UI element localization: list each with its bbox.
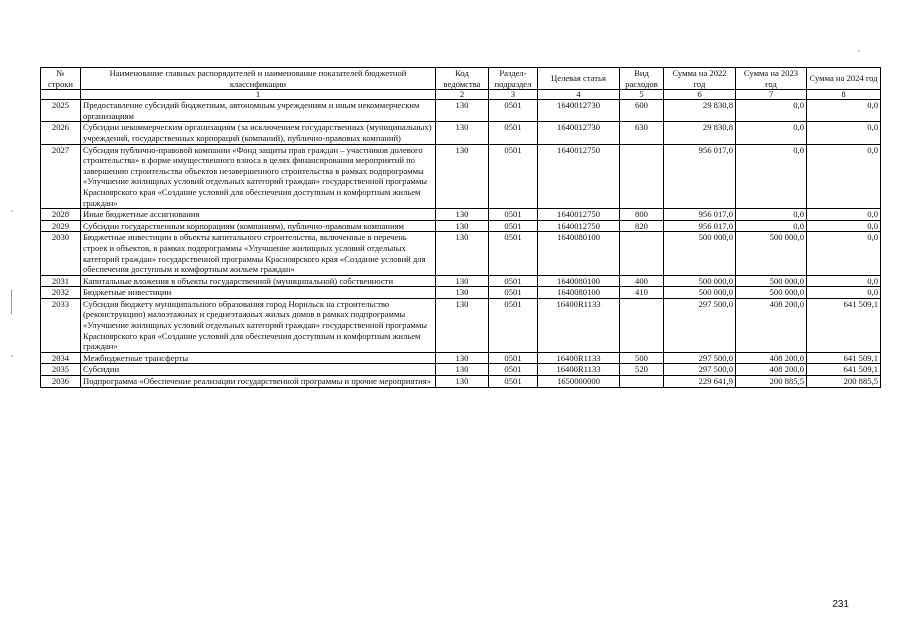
table-row xyxy=(41,275,881,287)
table-row xyxy=(41,209,881,221)
row-target-article: 1640080100 xyxy=(538,232,620,275)
table-row xyxy=(41,287,881,299)
row-target-article: 1640080100 xyxy=(538,287,620,299)
row-department-code: 130 xyxy=(436,352,489,364)
row-number: 2033 xyxy=(41,298,81,352)
row-target-article: 16400R1133 xyxy=(538,298,620,352)
row-sum-2022: 956 017,0 xyxy=(664,144,736,209)
header-section: Раздел-подраздел xyxy=(489,68,538,90)
row-name: Субсидия бюджету муниципального образования город Норильск на строительство (реконструкцию) малоэтажных и среднеэтажных жилых домов в рамках подпрограммы «Улучшение жилищных условий отдельных категорий граждан» государственной программы Красноярского края «Создание условий для обеспечения доступным и комфортным жильем граждан» xyxy=(81,298,436,352)
row-number: 2036 xyxy=(41,376,81,388)
row-department-code: 130 xyxy=(436,122,489,144)
row-expense-type: 600 xyxy=(620,100,664,122)
row-section: 0501 xyxy=(489,122,538,144)
row-department-code: 130 xyxy=(436,209,489,221)
column-number: 3 xyxy=(489,90,538,100)
row-sum-2023: 0,0 xyxy=(736,144,807,209)
row-sum-2023: 0,0 xyxy=(736,122,807,144)
row-section: 0501 xyxy=(489,298,538,352)
row-section: 0501 xyxy=(489,352,538,364)
scan-speck xyxy=(858,50,860,52)
row-expense-type xyxy=(620,144,664,209)
header-row-number: № строки xyxy=(41,68,81,90)
row-department-code: 130 xyxy=(436,220,489,232)
row-department-code: 130 xyxy=(436,376,489,388)
header-sum-2023: Сумма на 2023 год xyxy=(736,68,807,90)
row-name: Межбюджетные трансферты xyxy=(81,352,436,364)
row-sum-2023: 408 200,0 xyxy=(736,364,807,376)
row-number: 2030 xyxy=(41,232,81,275)
table-row xyxy=(41,220,881,232)
row-expense-type xyxy=(620,376,664,388)
row-number: 2028 xyxy=(41,209,81,221)
table-row xyxy=(41,352,881,364)
row-sum-2024: 200 885,5 xyxy=(807,376,881,388)
row-section: 0501 xyxy=(489,232,538,275)
row-department-code: 130 xyxy=(436,287,489,299)
row-expense-type: 520 xyxy=(620,364,664,376)
row-sum-2024: 0,0 xyxy=(807,287,881,299)
header-sum-2024: Сумма на 2024 год xyxy=(807,68,881,90)
table-row xyxy=(41,122,881,144)
row-name: Бюджетные инвестиции в объекты капитального строительства, включенные в перечень строек и объектов, в рамках подпрограммы «Улучшение жилищных условий отдельных категорий граждан» государственной программы Красноярского края «Создание условий для обеспечения доступным и комфортным жильем граждан» xyxy=(81,232,436,275)
row-section: 0501 xyxy=(489,364,538,376)
row-target-article: 1640080100 xyxy=(538,275,620,287)
row-target-article: 1650000000 xyxy=(538,376,620,388)
row-expense-type: 410 xyxy=(620,287,664,299)
row-sum-2024: 0,0 xyxy=(807,144,881,209)
table-row xyxy=(41,364,881,376)
row-expense-type: 630 xyxy=(620,122,664,144)
row-sum-2023: 500 000,0 xyxy=(736,287,807,299)
row-target-article: 1640012750 xyxy=(538,209,620,221)
row-sum-2022: 297 500,0 xyxy=(664,364,736,376)
row-section: 0501 xyxy=(489,376,538,388)
table-row xyxy=(41,376,881,388)
row-department-code: 130 xyxy=(436,298,489,352)
row-department-code: 130 xyxy=(436,144,489,209)
row-target-article: 1640012750 xyxy=(538,220,620,232)
row-sum-2024: 0,0 xyxy=(807,122,881,144)
row-name: Подпрограмма «Обеспечение реализации государственной программы и прочие мероприятия» xyxy=(81,376,436,388)
row-number: 2031 xyxy=(41,275,81,287)
row-sum-2024: 641 509,1 xyxy=(807,352,881,364)
row-section: 0501 xyxy=(489,144,538,209)
row-expense-type xyxy=(620,298,664,352)
row-department-code: 130 xyxy=(436,100,489,122)
column-number: 6 xyxy=(664,90,736,100)
table-header-row xyxy=(41,68,881,90)
row-sum-2024: 0,0 xyxy=(807,232,881,275)
row-sum-2024: 0,0 xyxy=(807,209,881,221)
row-name: Бюджетные инвестиции xyxy=(81,287,436,299)
row-sum-2022: 956 017,0 xyxy=(664,209,736,221)
row-sum-2023: 408 200,0 xyxy=(736,298,807,352)
row-expense-type xyxy=(620,232,664,275)
scan-margin-mark xyxy=(11,290,12,314)
row-sum-2023: 0,0 xyxy=(736,209,807,221)
page-number: 231 xyxy=(832,599,849,610)
table-row xyxy=(41,298,881,352)
row-number: 2025 xyxy=(41,100,81,122)
row-sum-2023: 500 000,0 xyxy=(736,232,807,275)
row-number: 2035 xyxy=(41,364,81,376)
row-expense-type: 820 xyxy=(620,220,664,232)
row-sum-2022: 29 830,8 xyxy=(664,122,736,144)
row-name: Предоставление субсидий бюджетным, автономным учреждениям и иным некоммерческим организациям xyxy=(81,100,436,122)
row-section: 0501 xyxy=(489,220,538,232)
row-section: 0501 xyxy=(489,287,538,299)
row-expense-type: 400 xyxy=(620,275,664,287)
row-sum-2022: 956 017,0 xyxy=(664,220,736,232)
header-target-article: Целевая статья xyxy=(538,68,620,90)
row-name: Иные бюджетные ассигнования xyxy=(81,209,436,221)
row-number: 2029 xyxy=(41,220,81,232)
row-department-code: 130 xyxy=(436,232,489,275)
header-name: Наименование главных распорядителей и наименование показателей бюджетной классификации xyxy=(81,68,436,90)
row-sum-2023: 200 885,5 xyxy=(736,376,807,388)
column-number: 1 xyxy=(81,90,436,100)
header-department-code: Код ведомства xyxy=(436,68,489,90)
row-target-article: 1640012730 xyxy=(538,122,620,144)
row-target-article: 1640012730 xyxy=(538,100,620,122)
row-sum-2022: 500 000,0 xyxy=(664,232,736,275)
row-sum-2024: 641 509,1 xyxy=(807,364,881,376)
row-sum-2023: 500 000,0 xyxy=(736,275,807,287)
row-target-article: 16400R1133 xyxy=(538,364,620,376)
scan-speck xyxy=(11,210,13,212)
row-section: 0501 xyxy=(489,209,538,221)
column-number: 8 xyxy=(807,90,881,100)
row-sum-2022: 229 641,9 xyxy=(664,376,736,388)
row-number: 2034 xyxy=(41,352,81,364)
row-target-article: 16400R1133 xyxy=(538,352,620,364)
column-number: 4 xyxy=(538,90,620,100)
row-sum-2023: 0,0 xyxy=(736,100,807,122)
budget-table xyxy=(40,67,881,388)
row-number: 2027 xyxy=(41,144,81,209)
row-sum-2022: 500 000,0 xyxy=(664,275,736,287)
row-sum-2022: 297 500,0 xyxy=(664,298,736,352)
column-number: 2 xyxy=(436,90,489,100)
column-number xyxy=(41,90,81,100)
column-number: 5 xyxy=(620,90,664,100)
row-department-code: 130 xyxy=(436,364,489,376)
row-name: Субсидия публично-правовой компании «Фонд защиты прав граждан – участников долевого строительства» в форме имущественного взноса в целях финансирования мероприятий по завершению строительства объектов незавершенного строительства в рамках подпрограммы «Улучшение жилищных условий отдельных категорий граждан» государственной программы Красноярского края «Создание условий для обеспечения доступным и комфортным жильем граждан» xyxy=(81,144,436,209)
row-name: Субсидии xyxy=(81,364,436,376)
row-sum-2022: 29 830,8 xyxy=(664,100,736,122)
row-department-code: 130 xyxy=(436,275,489,287)
row-sum-2024: 0,0 xyxy=(807,220,881,232)
row-target-article: 1640012750 xyxy=(538,144,620,209)
row-section: 0501 xyxy=(489,100,538,122)
column-number: 7 xyxy=(736,90,807,100)
column-number-row xyxy=(41,90,881,100)
row-sum-2024: 641 509,1 xyxy=(807,298,881,352)
row-sum-2022: 297 500,0 xyxy=(664,352,736,364)
row-sum-2023: 0,0 xyxy=(736,220,807,232)
row-name: Капитальные вложения в объекты государственной (муниципальной) собственности xyxy=(81,275,436,287)
row-number: 2032 xyxy=(41,287,81,299)
row-name: Субсидии некоммерческим организациям (за исключением государственных (муниципальных) учреждений, государственных корпораций (компаний), публично-правовых компаний) xyxy=(81,122,436,144)
row-sum-2024: 0,0 xyxy=(807,100,881,122)
row-number: 2026 xyxy=(41,122,81,144)
table-row xyxy=(41,100,881,122)
row-expense-type: 800 xyxy=(620,209,664,221)
row-sum-2024: 0,0 xyxy=(807,275,881,287)
row-expense-type: 500 xyxy=(620,352,664,364)
table-row xyxy=(41,232,881,275)
header-expense-type: Вид расходов xyxy=(620,68,664,90)
row-section: 0501 xyxy=(489,275,538,287)
row-sum-2022: 500 000,0 xyxy=(664,287,736,299)
scan-speck xyxy=(11,355,13,357)
row-sum-2023: 408 200,0 xyxy=(736,352,807,364)
table-body xyxy=(41,100,881,387)
row-name: Субсидии государственным корпорациям (компаниям), публично-правовым компаниям xyxy=(81,220,436,232)
table-row xyxy=(41,144,881,209)
header-sum-2022: Сумма на 2022 год xyxy=(664,68,736,90)
